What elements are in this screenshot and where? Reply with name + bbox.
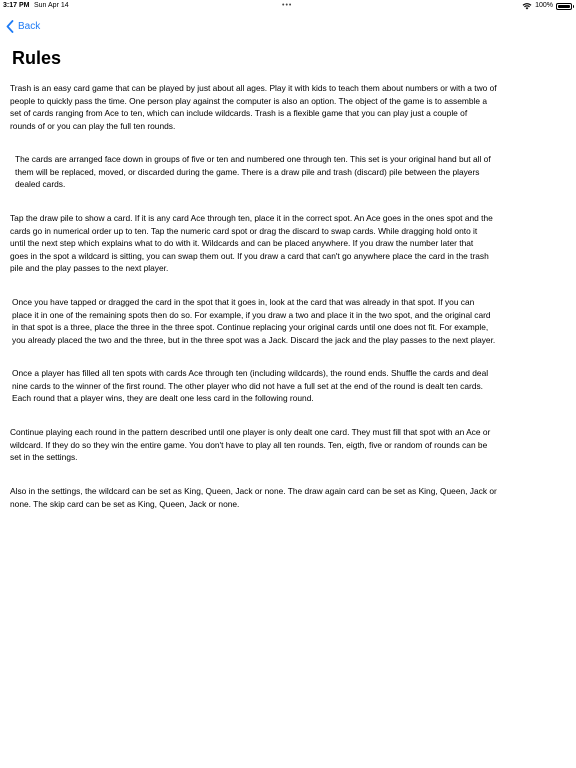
rules-paragraph — [10, 485, 497, 510]
text-line: people to quickly pass the time. One person play against the computer is also an option. The object of the game is to assemble a — [10, 95, 488, 106]
status-time: 3:17 PM — [3, 2, 30, 9]
text-line: dealed cards. — [15, 179, 66, 189]
text-line: set in the settings. — [10, 452, 78, 462]
rules-paragraph — [10, 212, 493, 275]
text-line: Tap the draw pile to show a card. If it is any card Ace through ten, place it in the correct spot. An Ace goes in the ones spot and the — [10, 213, 493, 223]
status-bar — [0, 0, 576, 12]
battery-percent: 100% — [535, 2, 553, 9]
text-line: rounds of or you can play the full ten rounds. — [10, 120, 176, 131]
status-date: Sun Apr 14 — [34, 2, 69, 9]
chevron-left-icon — [6, 20, 14, 33]
text-line: until the next step which explains what to do with it. Wildcards and can be placed anywhere. If you draw the number later that — [10, 238, 474, 248]
rules-paragraph — [10, 426, 490, 464]
text-line: The cards are arranged face down in groups of five or ten and numbered one through ten. This set is your original hand but all of — [15, 154, 491, 164]
text-line: Once a player has filled all ten spots with cards Ace through ten (including wildcards), the round ends. Shuffle the cards and deal — [12, 368, 489, 378]
status-right — [522, 0, 572, 12]
page-title: Rules — [12, 48, 62, 68]
text-line: Also in the settings, the wildcard can be set as King, Queen, Jack or none. The draw again card can be set as King, Queen, Jack or — [10, 486, 497, 496]
text-line: goes in the spot a wildcard is sitting, you can swap them out. If you draw a card that can't go anywhere place the card in the trash — [10, 250, 489, 261]
text-line: nine cards to the winner of the first round. The other player who did not have a full set at the end of the round is dealt ten cards. — [12, 380, 483, 391]
text-line: Trash is an easy card game that can be played by just about all ages. Play it with kids to teach them about numbers or with a two of — [10, 83, 497, 93]
text-line: them will be replaced, moved, or discarded during the game. There is a draw pile and trash (discard) pile between the players — [15, 166, 480, 177]
back-label: Back — [18, 20, 41, 32]
text-line: cards go in numerical order up to ten. Tap the numeric card spot or drag the discard to swap cards. While dragging hold onto it — [10, 225, 478, 236]
battery-level — [558, 5, 570, 8]
text-line: wildcard. If they do so they win the entire game. You don't have to play all ten rounds. Ten, eigth, five or random of rounds can be — [10, 439, 488, 450]
text-line: Once you have tapped or dragged the card in the spot that it goes in, look at the card that was already in that spot. If you can — [12, 297, 475, 307]
text-line: set of cards ranging from Ace to ten, which can include wildcards. Trash is a flexible game that you can play just a couple of — [10, 108, 468, 118]
text-line: none. The skip card can be set as King, Queen, Jack or none. — [10, 498, 240, 509]
text-line: Each round that a player wins, they are dealt one less card in the following round. — [12, 393, 314, 403]
text-line: place it in one of the remaining spots then do so. For example, if you draw a two and place it in the two spot, and the original card — [12, 309, 491, 320]
rules-paragraph — [10, 82, 497, 132]
battery-cap — [573, 5, 575, 8]
multitasking-dots-icon[interactable]: ••• — [282, 2, 293, 9]
rules-paragraph — [12, 296, 495, 346]
text-line: pile and the play passes to the next player. — [10, 263, 169, 273]
text-line: Continue playing each round in the pattern described until one player is only dealt one card. They must fill that spot with an Ace or — [10, 427, 491, 437]
rules-paragraph — [12, 367, 488, 405]
rules-paragraph — [15, 153, 491, 191]
text-line: in that spot is a three, place the three in the three spot. Continue replacing your original cards until one does not fit. For example, — [12, 322, 489, 332]
battery-icon — [556, 3, 572, 10]
back-button[interactable] — [6, 17, 40, 35]
text-line: you already placed the two and the three, but in the three spot was a Jack. Discard the jack and the play passes to the next player. — [12, 334, 496, 345]
wifi-icon — [522, 2, 532, 10]
